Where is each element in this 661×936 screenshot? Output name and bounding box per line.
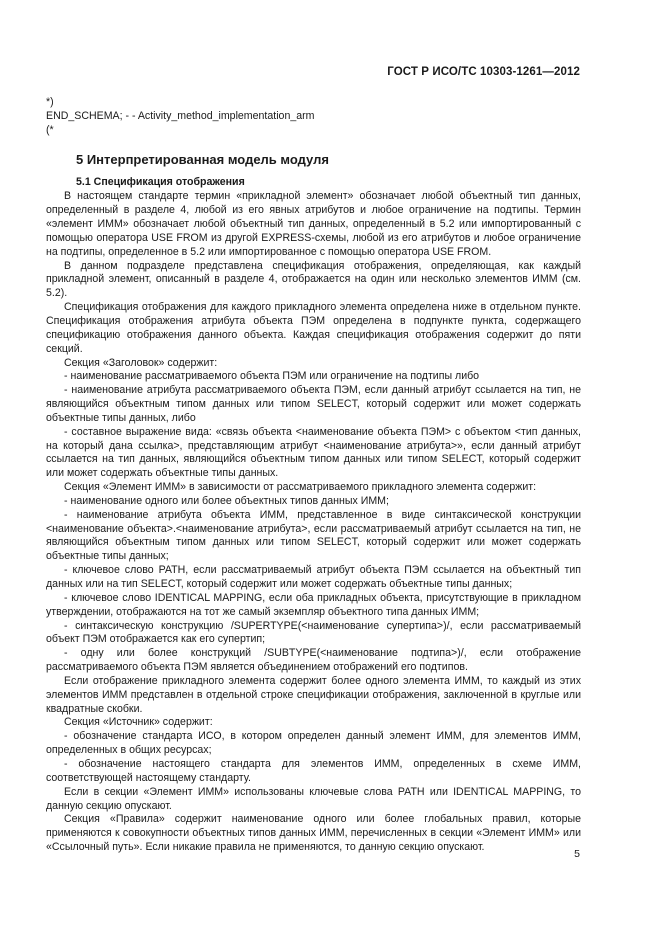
list-item: - обозначение настоящего стандарта для элементов ИММ, определенных в схеме ИММ, соответствующей настоящему стандарту. [46,757,581,784]
paragraph: Секция «Заголовок» содержит: [64,356,218,369]
paragraph: В настоящем стандарте термин «прикладной элемент» обозначает любой объектный тип данных, определенный в разделе 4, любой из его явных атрибутов и любое ограничение на подтипы. Термин «элемент ИММ» обозначает любой объектный тип данных, определенный в 5.2 или импортированный с помощью оператора USE FROM из другой EXPRESS-схемы, любой из его атрибутов и любое ограничение на подтипы, определенное в 5.2 или импортированное с помощью оператора USE FROM. [46,190,581,258]
list-item: - ключевое слово IDENTICAL MAPPING, если оба прикладных объекта, присутствующие в прикладном утверждении, отображаются на тот же самый экземпляр объектного типа данных ИММ; [46,591,581,618]
subsection-heading: 5.1 Спецификация отображения [76,175,245,188]
paragraph: Если отображение прикладного элемента содержит более одного элемента ИММ, то каждый из этих элементов ИММ представлен в отдельной строке спецификации отображения, заключенной в круглые или квадратные скобки. [46,674,581,715]
code-line: *) [46,96,54,108]
list-item: - наименование одного или более объектных типов данных ИММ; [64,494,389,507]
page-number: 5 [574,848,580,860]
list-item: - обозначение стандарта ИСО, в котором определен данный элемент ИММ, для элементов ИММ, определенных в общих ресурсах; [46,730,581,757]
list-item: - одну или более конструкций /SUBTYPE(<наименование подтипа>)/, если отображение рассматриваемого объекта ПЭМ является объединением отображений его подтипов. [46,647,581,674]
document-header: ГОСТ Р ИСО/ТС 10303-1261—2012 [387,66,580,78]
page-content [46,96,581,855]
paragraph: Спецификация отображения для каждого прикладного элемента определена ниже в отдельном пункте. Спецификация отображения атрибута объекта ПЭМ определена в подпункте пункта, содержащего спецификацию отображения данного объекта. Каждая спецификация отображения содержит до пяти секций. [46,301,581,355]
paragraph: Секция «Правила» содержит наименование одного или более глобальных правил, которые применяются к совокупности объектных типов данных ИММ, перечисленных в секции «Элемент ИММ» или «Ссылочный путь». Если никакие правила не применяются, то данную секцию опускают. [46,813,581,854]
list-item: - ключевое слово PATH, если рассматриваемый атрибут объекта ПЭМ ссылается на объектный тип данных или на тип SELECT, который содержит или может содержать объектные типы данных; [46,564,581,590]
paragraph: Если в секции «Элемент ИММ» использованы ключевые слова PATH или IDENTICAL MAPPING, то данную секцию опускают. [46,785,581,812]
list-item: - синтаксическую конструкцию /SUPERTYPE(<наименование супертипа>)/, если рассматриваемый объект ПЭМ отображается как его супертип; [46,619,581,646]
list-item: - наименование атрибута рассматриваемого объекта ПЭМ, если данный атрибут ссылается на тип, не являющийся объектным типом данных или типом SELECT, который содержит или может содержать объектные типы данных, либо [46,384,581,424]
code-line: END_SCHEMA; - - Activity_method_implementation_arm [46,109,315,122]
code-line: (* [46,123,54,136]
list-item: - наименование рассматриваемого объекта ПЭМ или ограничение на подтипы либо [64,370,480,383]
paragraph: В данном подразделе представлена спецификация отображения, определяющая, как каждый прикладной элемент, описанный в разделе 4, отображается на один или несколько элементов ИММ (см. 5.2). [46,259,581,300]
paragraph: Секция «Элемент ИММ» в зависимости от рассматриваемого прикладного элемента содержит: [64,481,537,494]
section-heading: 5 Интерпретированная модель модуля [76,151,329,167]
list-item: - составное выражение вида: «связь объекта <наименование объекта ПЭМ> с объектом <тип данных, на который дана ссылка>, представляющим атрибут <наименование атрибута>», если данный атрибут ссылается на тип данных, являющийся объектным типом данных или типом SELECT, который содержит или может содержать объектные типы данных. [46,425,581,480]
paragraph: Секция «Источник» содержит: [64,716,213,729]
list-item: - наименование атрибута объекта ИММ, представленное в виде синтаксической конструкции <наименование объекта>.<наименование атрибута>, если рассматриваемый атрибут ссылается на тип, не являющийся объектным типом данных или типом SELECT, который содержит или может содержать объектные типы данных; [46,508,581,563]
